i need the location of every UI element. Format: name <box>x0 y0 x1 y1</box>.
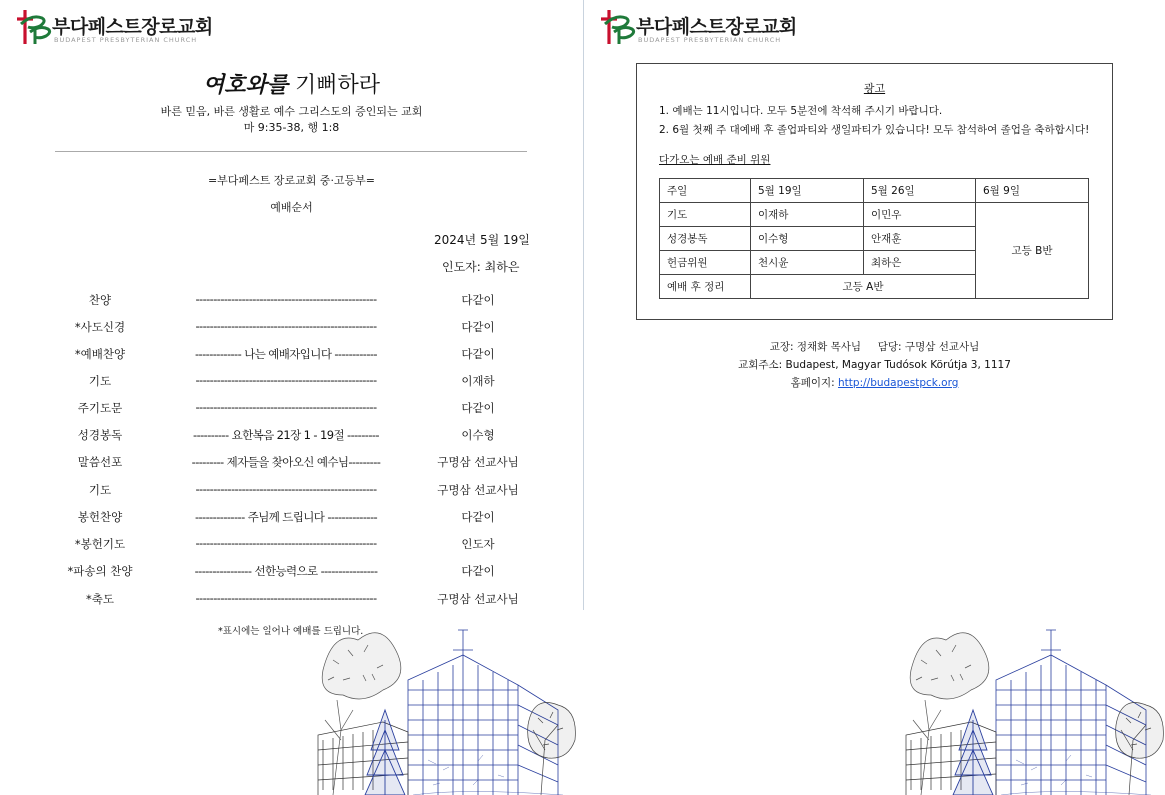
service-detail: --------------------------------------------------- <box>195 400 377 414</box>
service-item: 기도 <box>88 483 112 497</box>
role-cell: 헌금위원 <box>660 251 751 275</box>
church-sketch-illustration <box>308 610 578 795</box>
standing-footnote: *표시에는 일어나 예배를 드립니다. <box>218 626 364 637</box>
service-item: 말씀선포 <box>77 455 123 469</box>
service-row <box>0 292 583 312</box>
homepage-line <box>584 374 1165 392</box>
table-header-cell: 5월 19일 <box>751 179 864 203</box>
role-cell: 예배 후 정리 <box>660 275 751 299</box>
church-name-korean: 부다페스트장로교회 <box>636 16 797 38</box>
role-cell: 성경봉독 <box>660 227 751 251</box>
service-detail: --------------------------------------------------- <box>195 591 377 605</box>
service-row <box>0 400 583 420</box>
service-item: 봉헌찬양 <box>77 510 123 524</box>
service-item: *예배찬양 <box>74 347 126 361</box>
service-person: 구명삼 선교사님 <box>437 592 519 606</box>
service-row <box>0 536 583 556</box>
service-detail: --------------------------------------------------- <box>195 482 377 496</box>
service-item: *축도 <box>86 592 114 606</box>
church-name-korean: 부다페스트장로교회 <box>52 16 213 38</box>
church-contacts <box>584 338 1165 392</box>
service-person: 다같이 <box>461 347 495 361</box>
service-row <box>0 509 583 529</box>
service-person: 구명삼 선교사님 <box>437 483 519 497</box>
service-row <box>0 482 583 502</box>
table-header-cell: 주일 <box>660 179 751 203</box>
table-cell: 이재하 <box>751 203 864 227</box>
prep-committee-table <box>659 178 1089 299</box>
service-row <box>0 346 583 366</box>
service-row <box>0 454 583 474</box>
service-detail: -------------- 주님께 드립니다 -------------- <box>194 510 378 524</box>
church-name-english: BUDAPEST PRESBYTERIAN CHURCH <box>638 36 782 44</box>
service-item: 찬양 <box>88 293 112 307</box>
service-detail: --------------------------------------------------- <box>195 319 377 333</box>
service-detail: --------- 제자들을 찾아오신 예수님--------- <box>191 455 381 469</box>
service-person: 이재하 <box>461 374 495 388</box>
service-row <box>0 373 583 393</box>
homepage-label: 홈페이지: <box>790 377 839 389</box>
table-header-cell: 6월 9일 <box>976 179 1089 203</box>
announcement-item: 1. 예배는 11시입니다. 모두 5분전에 착석해 주시기 바랍니다. <box>659 105 943 117</box>
church-sketch-illustration <box>896 610 1165 795</box>
service-person: 다같이 <box>461 320 495 334</box>
table-cell: 천시윤 <box>751 251 864 275</box>
announcements-title: 광고 <box>863 82 886 95</box>
service-item: 기도 <box>88 374 112 388</box>
table-row <box>660 203 1089 227</box>
motto-line: 바른 믿음, 바른 생활로 예수 그리스도의 증인되는 교회 <box>160 105 423 118</box>
bulletin-back-page <box>584 0 1165 795</box>
service-leader: 인도자: 최하은 <box>442 260 520 274</box>
service-row <box>0 563 583 583</box>
homepage-link[interactable]: http://budapestpck.org <box>838 377 959 389</box>
prep-committee-title: 다가오는 예배 준비 위원 <box>659 154 771 166</box>
table-cell: 안재훈 <box>864 227 976 251</box>
pastors-line: 교장: 정채화 목사님 담당: 구명삼 선교사님 <box>769 341 980 353</box>
service-item: 주기도문 <box>77 401 123 415</box>
service-item: *사도신경 <box>74 320 126 334</box>
department-heading: =부다페스트 장로교회 중·고등부= <box>207 174 376 187</box>
service-detail: --------------------------------------------------- <box>195 292 377 306</box>
table-header-cell: 5월 26일 <box>864 179 976 203</box>
bulletin-title <box>0 68 583 99</box>
service-row <box>0 591 583 611</box>
announcement-item: 2. 6월 첫째 주 대예배 후 졸업파티와 생일파티가 있습니다! 모두 참석하여 졸업을 축하합시다! <box>659 124 1090 136</box>
service-item: *봉헌기도 <box>74 537 126 551</box>
service-row <box>0 427 583 447</box>
table-cell: 이민우 <box>864 203 976 227</box>
title-rest: 기뻐하라 <box>288 73 381 98</box>
motto-scripture: 마 9:35-38, 행 1:8 <box>243 121 340 134</box>
service-item: 성경봉독 <box>77 428 123 442</box>
service-person: 다같이 <box>461 293 495 307</box>
service-date: 2024년 5월 19일 <box>434 233 530 247</box>
church-name-english: BUDAPEST PRESBYTERIAN CHURCH <box>54 36 198 44</box>
service-person: 이수형 <box>461 428 495 442</box>
service-detail: --------------------------------------------------- <box>195 536 377 550</box>
church-motto <box>0 104 583 136</box>
cross-bp-logo-icon <box>16 8 52 46</box>
service-item: *파송의 찬양 <box>67 564 133 578</box>
table-header-row <box>660 179 1089 203</box>
table-cell: 최하은 <box>864 251 976 275</box>
announcements-box <box>636 63 1113 320</box>
address-line: 교회주소: Budapest, Magyar Tudósok Körútja 3, 1117 <box>738 359 1011 371</box>
june9-merged-cell: 고등 B반 <box>976 203 1089 299</box>
cleanup-merged-cell: 고등 A반 <box>751 275 976 299</box>
service-detail: ---------- 요한복음 21장 1 - 19절 --------- <box>193 428 379 442</box>
service-person: 구명삼 선교사님 <box>437 455 519 469</box>
service-person: 다같이 <box>461 401 495 415</box>
order-of-service-heading: 예배순서 <box>270 201 313 214</box>
table-cell: 이수형 <box>751 227 864 251</box>
cross-bp-logo-icon <box>600 8 636 46</box>
service-person: 다같이 <box>461 510 495 524</box>
service-row <box>0 319 583 339</box>
service-person: 다같이 <box>461 564 495 578</box>
service-person: 인도자 <box>461 537 495 551</box>
title-emphasis: 여호와를 <box>202 73 288 98</box>
role-cell: 기도 <box>660 203 751 227</box>
service-detail: ------------- 나는 예배자입니다 ------------ <box>195 347 377 361</box>
service-detail: --------------------------------------------------- <box>195 373 377 387</box>
service-detail: ---------------- 선한능력으로 ---------------- <box>194 564 378 578</box>
divider-line <box>55 151 527 152</box>
